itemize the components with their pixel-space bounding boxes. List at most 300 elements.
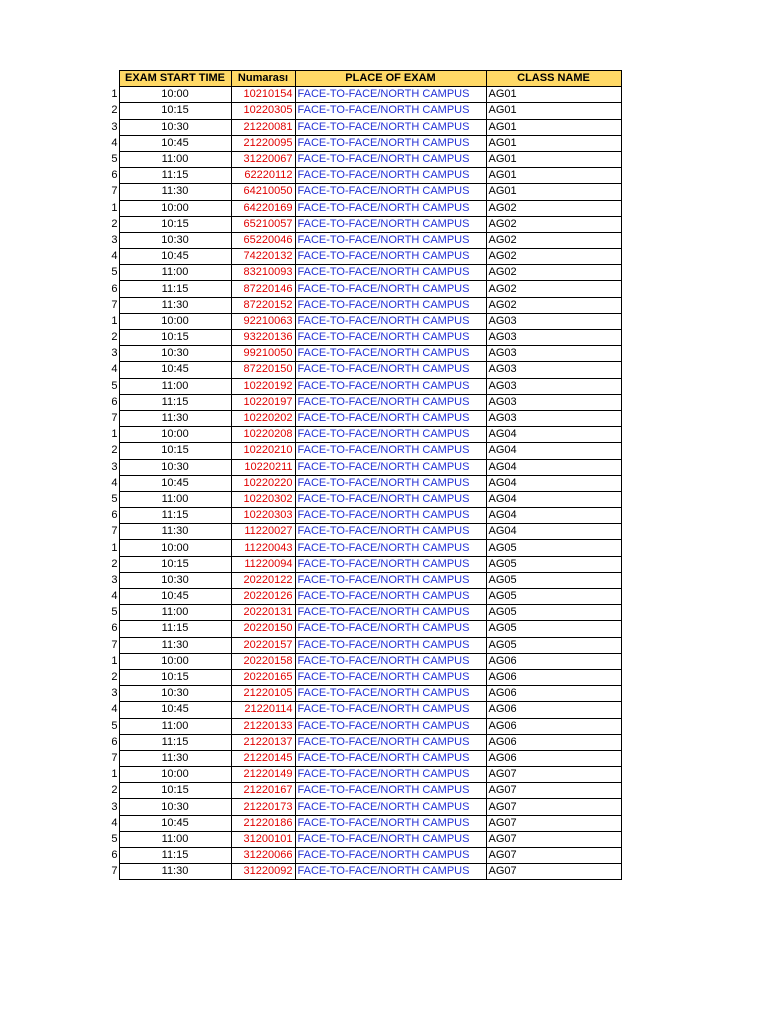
class-name-cell: AG01 bbox=[486, 103, 621, 119]
table-body bbox=[104, 87, 621, 880]
row-number-cell: 4 bbox=[111, 250, 118, 263]
exam-start-time-cell: 10:15 bbox=[119, 443, 231, 459]
exam-start-time-cell: 11:15 bbox=[119, 848, 231, 864]
table-row bbox=[104, 750, 621, 766]
student-number-cell: 65210057 bbox=[231, 216, 295, 232]
class-name-cell: AG07 bbox=[486, 799, 621, 815]
student-number-cell: 10210154 bbox=[231, 87, 295, 103]
exam-start-time-cell: 10:00 bbox=[119, 427, 231, 443]
row-number-cell: 2 bbox=[111, 784, 118, 797]
exam-start-time-cell: 10:15 bbox=[119, 103, 231, 119]
class-name-cell: AG01 bbox=[486, 151, 621, 167]
student-number-cell: 21220173 bbox=[231, 799, 295, 815]
row-number-cell: 2 bbox=[111, 331, 118, 344]
class-name-cell: AG03 bbox=[486, 410, 621, 426]
class-name-cell: AG01 bbox=[486, 119, 621, 135]
place-of-exam-cell: FACE-TO-FACE/NORTH CAMPUS bbox=[295, 831, 486, 847]
exam-start-time-cell: 10:30 bbox=[119, 686, 231, 702]
table-row bbox=[104, 443, 621, 459]
place-of-exam-cell: FACE-TO-FACE/NORTH CAMPUS bbox=[295, 702, 486, 718]
exam-start-time-cell: 10:45 bbox=[119, 702, 231, 718]
class-name-cell: AG07 bbox=[486, 848, 621, 864]
row-number-cell: 4 bbox=[111, 590, 118, 603]
place-of-exam-cell: FACE-TO-FACE/NORTH CAMPUS bbox=[295, 605, 486, 621]
student-number-cell: 87220152 bbox=[231, 297, 295, 313]
exam-start-time-cell: 11:15 bbox=[119, 168, 231, 184]
student-number-cell: 31200101 bbox=[231, 831, 295, 847]
class-name-cell: AG04 bbox=[486, 443, 621, 459]
place-of-exam-cell: FACE-TO-FACE/NORTH CAMPUS bbox=[295, 621, 486, 637]
exam-start-time-cell: 11:30 bbox=[119, 410, 231, 426]
class-name-cell: AG04 bbox=[486, 427, 621, 443]
place-of-exam-cell: FACE-TO-FACE/NORTH CAMPUS bbox=[295, 491, 486, 507]
row-number-cell: 5 bbox=[111, 492, 118, 505]
student-number-cell: 21220137 bbox=[231, 734, 295, 750]
table-row bbox=[104, 119, 621, 135]
exam-start-time-cell: 11:00 bbox=[119, 718, 231, 734]
place-of-exam-cell: FACE-TO-FACE/NORTH CAMPUS bbox=[295, 589, 486, 605]
exam-start-time-cell: 11:15 bbox=[119, 734, 231, 750]
class-name-cell: AG06 bbox=[486, 750, 621, 766]
exam-start-time-cell: 11:30 bbox=[119, 297, 231, 313]
class-name-cell: AG04 bbox=[486, 459, 621, 475]
student-number-cell: 31220066 bbox=[231, 848, 295, 864]
row-number-cell: 7 bbox=[111, 298, 118, 311]
student-number-cell: 11220027 bbox=[231, 524, 295, 540]
class-name-cell: AG02 bbox=[486, 200, 621, 216]
row-number-cell: 3 bbox=[111, 120, 118, 133]
class-name-cell: AG03 bbox=[486, 378, 621, 394]
exam-start-time-cell: 10:30 bbox=[119, 572, 231, 588]
place-of-exam-cell: FACE-TO-FACE/NORTH CAMPUS bbox=[295, 119, 486, 135]
exam-start-time-cell: 10:15 bbox=[119, 783, 231, 799]
class-name-cell: AG03 bbox=[486, 313, 621, 329]
row-number-cell: 1 bbox=[111, 88, 118, 101]
student-number-cell: 62220112 bbox=[231, 168, 295, 184]
place-of-exam-cell: FACE-TO-FACE/NORTH CAMPUS bbox=[295, 572, 486, 588]
student-number-cell: 10220303 bbox=[231, 508, 295, 524]
table-row bbox=[104, 216, 621, 232]
row-number-cell: 6 bbox=[111, 509, 118, 522]
exam-start-time-cell: 10:15 bbox=[119, 330, 231, 346]
place-of-exam-cell: FACE-TO-FACE/NORTH CAMPUS bbox=[295, 767, 486, 783]
exam-start-time-cell: 10:00 bbox=[119, 540, 231, 556]
row-number-cell: 4 bbox=[111, 816, 118, 829]
exam-start-time-cell: 11:15 bbox=[119, 621, 231, 637]
student-number-cell: 74220132 bbox=[231, 249, 295, 265]
class-name-cell: AG02 bbox=[486, 265, 621, 281]
student-number-cell: 21220145 bbox=[231, 750, 295, 766]
row-number-cell: 4 bbox=[111, 476, 118, 489]
table-row bbox=[104, 524, 621, 540]
student-number-cell: 21220114 bbox=[231, 702, 295, 718]
header-row bbox=[104, 71, 621, 87]
exam-start-time-cell: 11:00 bbox=[119, 605, 231, 621]
row-number-cell: 5 bbox=[111, 832, 118, 845]
header-place-of-exam: PLACE OF EXAM bbox=[295, 71, 486, 87]
row-number-cell: 2 bbox=[111, 557, 118, 570]
student-number-cell: 21220133 bbox=[231, 718, 295, 734]
class-name-cell: AG07 bbox=[486, 767, 621, 783]
class-name-cell: AG05 bbox=[486, 589, 621, 605]
student-number-cell: 21220105 bbox=[231, 686, 295, 702]
row-number-cell: 3 bbox=[111, 573, 118, 586]
student-number-cell: 10220211 bbox=[231, 459, 295, 475]
class-name-cell: AG05 bbox=[486, 572, 621, 588]
row-number-cell: 5 bbox=[111, 606, 118, 619]
table-row bbox=[104, 540, 621, 556]
row-number-cell: 6 bbox=[111, 735, 118, 748]
student-number-cell: 92210063 bbox=[231, 313, 295, 329]
student-number-cell: 10220208 bbox=[231, 427, 295, 443]
place-of-exam-cell: FACE-TO-FACE/NORTH CAMPUS bbox=[295, 232, 486, 248]
exam-start-time-cell: 10:45 bbox=[119, 249, 231, 265]
student-number-cell: 87220150 bbox=[231, 362, 295, 378]
exam-start-time-cell: 10:15 bbox=[119, 669, 231, 685]
place-of-exam-cell: FACE-TO-FACE/NORTH CAMPUS bbox=[295, 718, 486, 734]
place-of-exam-cell: FACE-TO-FACE/NORTH CAMPUS bbox=[295, 750, 486, 766]
table-row bbox=[104, 410, 621, 426]
exam-start-time-cell: 11:30 bbox=[119, 524, 231, 540]
place-of-exam-cell: FACE-TO-FACE/NORTH CAMPUS bbox=[295, 87, 486, 103]
exam-start-time-cell: 11:00 bbox=[119, 831, 231, 847]
row-number-cell: 7 bbox=[111, 638, 118, 651]
class-name-cell: AG05 bbox=[486, 621, 621, 637]
table-row bbox=[104, 653, 621, 669]
row-number-cell: 2 bbox=[111, 217, 118, 230]
class-name-cell: AG04 bbox=[486, 475, 621, 491]
table-row bbox=[104, 508, 621, 524]
row-number-cell: 3 bbox=[111, 460, 118, 473]
row-number-header bbox=[104, 71, 119, 87]
table-row bbox=[104, 168, 621, 184]
student-number-cell: 10220202 bbox=[231, 410, 295, 426]
table-row bbox=[104, 669, 621, 685]
table-row bbox=[104, 200, 621, 216]
student-number-cell: 83210093 bbox=[231, 265, 295, 281]
class-name-cell: AG03 bbox=[486, 362, 621, 378]
class-name-cell: AG07 bbox=[486, 831, 621, 847]
student-number-cell: 20220126 bbox=[231, 589, 295, 605]
exam-start-time-cell: 10:00 bbox=[119, 200, 231, 216]
class-name-cell: AG02 bbox=[486, 249, 621, 265]
student-number-cell: 20220165 bbox=[231, 669, 295, 685]
table-row bbox=[104, 103, 621, 119]
header-numarasi: Numarası bbox=[231, 71, 295, 87]
student-number-cell: 21220167 bbox=[231, 783, 295, 799]
class-name-cell: AG06 bbox=[486, 702, 621, 718]
row-number-cell: 7 bbox=[111, 412, 118, 425]
place-of-exam-cell: FACE-TO-FACE/NORTH CAMPUS bbox=[295, 184, 486, 200]
student-number-cell: 65220046 bbox=[231, 232, 295, 248]
row-number-cell: 1 bbox=[111, 428, 118, 441]
row-number-cell: 3 bbox=[111, 687, 118, 700]
class-name-cell: AG07 bbox=[486, 815, 621, 831]
student-number-cell: 10220220 bbox=[231, 475, 295, 491]
place-of-exam-cell: FACE-TO-FACE/NORTH CAMPUS bbox=[295, 200, 486, 216]
row-number-cell: 6 bbox=[111, 622, 118, 635]
class-name-cell: AG04 bbox=[486, 524, 621, 540]
class-name-cell: AG04 bbox=[486, 491, 621, 507]
place-of-exam-cell: FACE-TO-FACE/NORTH CAMPUS bbox=[295, 443, 486, 459]
place-of-exam-cell: FACE-TO-FACE/NORTH CAMPUS bbox=[295, 378, 486, 394]
student-number-cell: 10220305 bbox=[231, 103, 295, 119]
student-number-cell: 20220122 bbox=[231, 572, 295, 588]
row-number-cell: 5 bbox=[111, 266, 118, 279]
table-row bbox=[104, 815, 621, 831]
table-row bbox=[104, 783, 621, 799]
exam-start-time-cell: 11:00 bbox=[119, 378, 231, 394]
place-of-exam-cell: FACE-TO-FACE/NORTH CAMPUS bbox=[295, 524, 486, 540]
exam-start-time-cell: 10:30 bbox=[119, 459, 231, 475]
row-number-cell: 3 bbox=[111, 347, 118, 360]
exam-start-time-cell: 10:45 bbox=[119, 589, 231, 605]
row-number-cell: 1 bbox=[111, 768, 118, 781]
table-row bbox=[104, 313, 621, 329]
place-of-exam-cell: FACE-TO-FACE/NORTH CAMPUS bbox=[295, 556, 486, 572]
table-row bbox=[104, 362, 621, 378]
exam-start-time-cell: 10:30 bbox=[119, 119, 231, 135]
exam-start-time-cell: 11:30 bbox=[119, 864, 231, 880]
student-number-cell: 21220149 bbox=[231, 767, 295, 783]
class-name-cell: AG02 bbox=[486, 216, 621, 232]
row-number-cell: 7 bbox=[111, 865, 118, 878]
place-of-exam-cell: FACE-TO-FACE/NORTH CAMPUS bbox=[295, 508, 486, 524]
student-number-cell: 93220136 bbox=[231, 330, 295, 346]
student-number-cell: 11220094 bbox=[231, 556, 295, 572]
row-number-cell: 6 bbox=[111, 395, 118, 408]
row-number-cell: 1 bbox=[111, 654, 118, 667]
table-row bbox=[104, 281, 621, 297]
table-row bbox=[104, 848, 621, 864]
exam-start-time-cell: 10:00 bbox=[119, 767, 231, 783]
class-name-cell: AG07 bbox=[486, 783, 621, 799]
table-row bbox=[104, 686, 621, 702]
place-of-exam-cell: FACE-TO-FACE/NORTH CAMPUS bbox=[295, 410, 486, 426]
place-of-exam-cell: FACE-TO-FACE/NORTH CAMPUS bbox=[295, 151, 486, 167]
exam-start-time-cell: 10:00 bbox=[119, 653, 231, 669]
student-number-cell: 64210050 bbox=[231, 184, 295, 200]
exam-start-time-cell: 10:15 bbox=[119, 216, 231, 232]
table-row bbox=[104, 702, 621, 718]
place-of-exam-cell: FACE-TO-FACE/NORTH CAMPUS bbox=[295, 637, 486, 653]
row-number-cell: 7 bbox=[111, 525, 118, 538]
place-of-exam-cell: FACE-TO-FACE/NORTH CAMPUS bbox=[295, 346, 486, 362]
student-number-cell: 64220169 bbox=[231, 200, 295, 216]
place-of-exam-cell: FACE-TO-FACE/NORTH CAMPUS bbox=[295, 734, 486, 750]
table-row bbox=[104, 135, 621, 151]
table-row bbox=[104, 265, 621, 281]
place-of-exam-cell: FACE-TO-FACE/NORTH CAMPUS bbox=[295, 281, 486, 297]
class-name-cell: AG02 bbox=[486, 281, 621, 297]
table-row bbox=[104, 394, 621, 410]
class-name-cell: AG02 bbox=[486, 232, 621, 248]
table-row bbox=[104, 232, 621, 248]
student-number-cell: 21220186 bbox=[231, 815, 295, 831]
student-number-cell: 20220158 bbox=[231, 653, 295, 669]
header-class-name: CLASS NAME bbox=[486, 71, 621, 87]
exam-start-time-cell: 11:30 bbox=[119, 637, 231, 653]
table-row bbox=[104, 718, 621, 734]
table-row bbox=[104, 572, 621, 588]
class-name-cell: AG04 bbox=[486, 508, 621, 524]
place-of-exam-cell: FACE-TO-FACE/NORTH CAMPUS bbox=[295, 313, 486, 329]
place-of-exam-cell: FACE-TO-FACE/NORTH CAMPUS bbox=[295, 394, 486, 410]
table-row bbox=[104, 87, 621, 103]
class-name-cell: AG01 bbox=[486, 87, 621, 103]
table-row bbox=[104, 767, 621, 783]
row-number-cell: 1 bbox=[111, 201, 118, 214]
place-of-exam-cell: FACE-TO-FACE/NORTH CAMPUS bbox=[295, 362, 486, 378]
exam-start-time-cell: 11:15 bbox=[119, 508, 231, 524]
table-row bbox=[104, 589, 621, 605]
student-number-cell: 99210050 bbox=[231, 346, 295, 362]
student-number-cell: 21220095 bbox=[231, 135, 295, 151]
table-row bbox=[104, 249, 621, 265]
student-number-cell: 20220150 bbox=[231, 621, 295, 637]
table-row bbox=[104, 475, 621, 491]
class-name-cell: AG03 bbox=[486, 394, 621, 410]
place-of-exam-cell: FACE-TO-FACE/NORTH CAMPUS bbox=[295, 540, 486, 556]
exam-start-time-cell: 11:30 bbox=[119, 750, 231, 766]
place-of-exam-cell: FACE-TO-FACE/NORTH CAMPUS bbox=[295, 168, 486, 184]
student-number-cell: 31220067 bbox=[231, 151, 295, 167]
class-name-cell: AG03 bbox=[486, 346, 621, 362]
place-of-exam-cell: FACE-TO-FACE/NORTH CAMPUS bbox=[295, 864, 486, 880]
place-of-exam-cell: FACE-TO-FACE/NORTH CAMPUS bbox=[295, 669, 486, 685]
place-of-exam-cell: FACE-TO-FACE/NORTH CAMPUS bbox=[295, 475, 486, 491]
place-of-exam-cell: FACE-TO-FACE/NORTH CAMPUS bbox=[295, 297, 486, 313]
row-number-cell: 4 bbox=[111, 136, 118, 149]
table-row bbox=[104, 346, 621, 362]
table-row bbox=[104, 297, 621, 313]
row-number-cell: 7 bbox=[111, 751, 118, 764]
row-number-cell: 2 bbox=[111, 104, 118, 117]
class-name-cell: AG01 bbox=[486, 168, 621, 184]
class-name-cell: AG06 bbox=[486, 734, 621, 750]
row-number-cell: 2 bbox=[111, 671, 118, 684]
exam-start-time-cell: 11:15 bbox=[119, 394, 231, 410]
place-of-exam-cell: FACE-TO-FACE/NORTH CAMPUS bbox=[295, 216, 486, 232]
exam-start-time-cell: 10:15 bbox=[119, 556, 231, 572]
place-of-exam-cell: FACE-TO-FACE/NORTH CAMPUS bbox=[295, 330, 486, 346]
table-header bbox=[104, 71, 621, 87]
row-number-cell: 4 bbox=[111, 703, 118, 716]
table-row bbox=[104, 637, 621, 653]
table-row bbox=[104, 556, 621, 572]
class-name-cell: AG06 bbox=[486, 669, 621, 685]
exam-start-time-cell: 10:45 bbox=[119, 135, 231, 151]
student-number-cell: 31220092 bbox=[231, 864, 295, 880]
exam-start-time-cell: 10:30 bbox=[119, 346, 231, 362]
row-number-cell: 6 bbox=[111, 282, 118, 295]
student-number-cell: 10220210 bbox=[231, 443, 295, 459]
exam-start-time-cell: 11:00 bbox=[119, 151, 231, 167]
table-row bbox=[104, 799, 621, 815]
row-number-cell: 4 bbox=[111, 363, 118, 376]
place-of-exam-cell: FACE-TO-FACE/NORTH CAMPUS bbox=[295, 249, 486, 265]
row-number-cell: 1 bbox=[111, 314, 118, 327]
class-name-cell: AG05 bbox=[486, 637, 621, 653]
class-name-cell: AG06 bbox=[486, 653, 621, 669]
place-of-exam-cell: FACE-TO-FACE/NORTH CAMPUS bbox=[295, 686, 486, 702]
place-of-exam-cell: FACE-TO-FACE/NORTH CAMPUS bbox=[295, 815, 486, 831]
table-row bbox=[104, 621, 621, 637]
exam-start-time-cell: 10:30 bbox=[119, 799, 231, 815]
table-row bbox=[104, 491, 621, 507]
exam-start-time-cell: 10:45 bbox=[119, 475, 231, 491]
exam-start-time-cell: 11:00 bbox=[119, 491, 231, 507]
class-name-cell: AG06 bbox=[486, 686, 621, 702]
place-of-exam-cell: FACE-TO-FACE/NORTH CAMPUS bbox=[295, 427, 486, 443]
row-number-cell: 1 bbox=[111, 541, 118, 554]
place-of-exam-cell: FACE-TO-FACE/NORTH CAMPUS bbox=[295, 783, 486, 799]
place-of-exam-cell: FACE-TO-FACE/NORTH CAMPUS bbox=[295, 103, 486, 119]
exam-start-time-cell: 10:45 bbox=[119, 362, 231, 378]
class-name-cell: AG06 bbox=[486, 718, 621, 734]
place-of-exam-cell: FACE-TO-FACE/NORTH CAMPUS bbox=[295, 653, 486, 669]
student-number-cell: 20220157 bbox=[231, 637, 295, 653]
row-number-cell: 6 bbox=[111, 849, 118, 862]
table-row bbox=[104, 459, 621, 475]
exam-start-time-cell: 11:30 bbox=[119, 184, 231, 200]
row-number-cell: 6 bbox=[111, 169, 118, 182]
class-name-cell: AG01 bbox=[486, 135, 621, 151]
exam-start-time-cell: 11:00 bbox=[119, 265, 231, 281]
exam-start-time-cell: 11:15 bbox=[119, 281, 231, 297]
table-row bbox=[104, 184, 621, 200]
class-name-cell: AG02 bbox=[486, 297, 621, 313]
table-row bbox=[104, 151, 621, 167]
row-number-cell: 7 bbox=[111, 185, 118, 198]
class-name-cell: AG03 bbox=[486, 330, 621, 346]
row-number-cell: 5 bbox=[111, 153, 118, 166]
place-of-exam-cell: FACE-TO-FACE/NORTH CAMPUS bbox=[295, 135, 486, 151]
student-number-cell: 20220131 bbox=[231, 605, 295, 621]
table-row bbox=[104, 734, 621, 750]
exam-start-time-cell: 10:30 bbox=[119, 232, 231, 248]
student-number-cell: 87220146 bbox=[231, 281, 295, 297]
row-number-cell: 2 bbox=[111, 444, 118, 457]
class-name-cell: AG05 bbox=[486, 605, 621, 621]
row-number-cell: 3 bbox=[111, 233, 118, 246]
student-number-cell: 10220197 bbox=[231, 394, 295, 410]
exam-start-time-cell: 10:00 bbox=[119, 87, 231, 103]
class-name-cell: AG05 bbox=[486, 540, 621, 556]
table-row bbox=[104, 605, 621, 621]
student-number-cell: 11220043 bbox=[231, 540, 295, 556]
class-name-cell: AG05 bbox=[486, 556, 621, 572]
table-row bbox=[104, 831, 621, 847]
student-number-cell: 10220302 bbox=[231, 491, 295, 507]
exam-start-time-cell: 10:45 bbox=[119, 815, 231, 831]
exam-schedule-table bbox=[104, 70, 622, 880]
row-number-cell: 3 bbox=[111, 800, 118, 813]
table-row bbox=[104, 864, 621, 880]
table-row bbox=[104, 378, 621, 394]
table-row bbox=[104, 427, 621, 443]
place-of-exam-cell: FACE-TO-FACE/NORTH CAMPUS bbox=[295, 799, 486, 815]
row-number-cell: 5 bbox=[111, 379, 118, 392]
header-exam-start-time: EXAM START TIME bbox=[119, 71, 231, 87]
student-number-cell: 10220192 bbox=[231, 378, 295, 394]
place-of-exam-cell: FACE-TO-FACE/NORTH CAMPUS bbox=[295, 265, 486, 281]
row-number-cell: 5 bbox=[111, 719, 118, 732]
class-name-cell: AG01 bbox=[486, 184, 621, 200]
student-number-cell: 21220081 bbox=[231, 119, 295, 135]
table-row bbox=[104, 330, 621, 346]
class-name-cell: AG07 bbox=[486, 864, 621, 880]
